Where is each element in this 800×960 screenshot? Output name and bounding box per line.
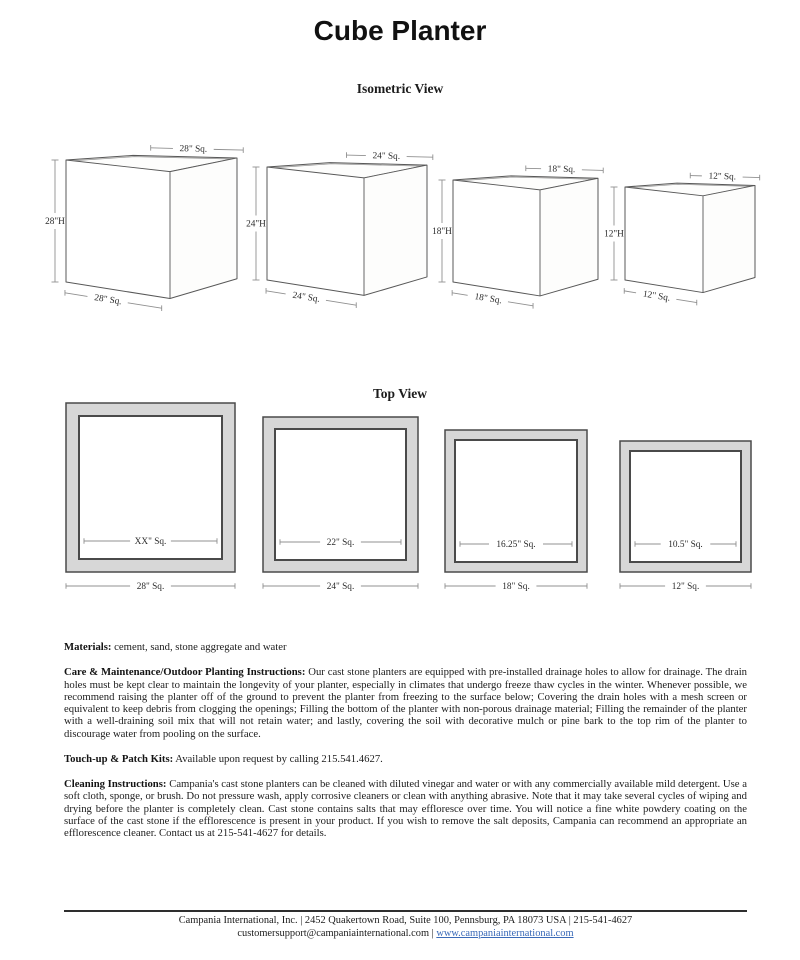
cube-top-dimension-label: 28" Sq.: [179, 144, 208, 155]
cube-bottom-dimension-label: 12" Sq.: [642, 289, 671, 304]
topview-inner-dimension-label: 10.5" Sq.: [668, 540, 703, 551]
cube-right-face: [364, 165, 427, 295]
cleaning-paragraph: [64, 778, 747, 839]
topview-outer-dimension-label: 12" Sq.: [671, 582, 700, 593]
footer-contact-line: [64, 928, 747, 941]
isometric-view-heading: Isometric View: [356, 81, 444, 96]
care-text: Our cast stone planters are equipped with pre-installed drainage holes to allow for drainage. The drain holes must be kept clear to maintain the longevity of your planter, especially in climates that undergo freeze thaw cycles in the winter. Whenever possible, we recommend raising the planter off of the ground to prevent the planter from freezing to the surface below; Covering the drain holes with a mesh screen or equivalent to keep debris from clogging the openings; Filling the bottom of the planter with non-porous drainage material; Filling the remainder of the planter with a well-draining soil mix that will not retain water; and lastly, covering the soil with decorative mulch or pine bark to the top rim of the planter to discourage water from pooling on the surface.: [64, 666, 748, 740]
topview-18-drawing: [445, 430, 587, 592]
cube-right-face: [703, 185, 755, 292]
cube-height-dimension-label: 28"H: [45, 217, 65, 228]
care-paragraph: [64, 666, 747, 740]
cube-top-dimension-label: 24" Sq.: [372, 151, 401, 162]
topview-outer-dimension-label: 18" Sq.: [502, 582, 530, 593]
topview-28-drawing: [66, 403, 235, 592]
footer-separator: |: [429, 927, 437, 939]
topview-inner-dimension-label: XX" Sq.: [134, 537, 167, 548]
isometric-cube-18-drawing: [432, 164, 603, 308]
cube-front-face: [267, 167, 364, 295]
touchup-label: Touch-up & Patch Kits:: [64, 752, 174, 765]
cube-right-face: [540, 178, 598, 296]
materials-label: Materials:: [64, 641, 112, 653]
footer-divider: [64, 910, 747, 912]
topview-24-drawing: [263, 417, 418, 592]
footer-website-link[interactable]: www.campaniainternational.com: [436, 927, 574, 939]
footer-email: customersupport@campaniainternational.com: [237, 927, 430, 939]
cube-height-dimension-label: 24"H: [246, 219, 266, 230]
cube-height-dimension-label: 12"H: [604, 229, 624, 240]
cube-bottom-dimension-label: 28" Sq.: [93, 293, 123, 308]
isometric-cube-28-drawing: [45, 144, 243, 311]
cube-front-face: [66, 160, 170, 299]
cube-front-face: [625, 187, 703, 293]
topview-outer-dimension-label: 24" Sq.: [326, 582, 355, 593]
footer-address-line: Campania International, Inc. | 2452 Quakertown Road, Suite 100, Pennsburg, PA 18073 USA | 215-541-4627: [178, 915, 633, 926]
cube-top-dimension-label: 12" Sq.: [708, 171, 737, 183]
topview-inner-dimension-label: 16.25" Sq.: [496, 540, 536, 551]
instructions-section: [64, 641, 747, 852]
dimension-line: [508, 302, 533, 306]
dimension-line: [452, 293, 468, 295]
care-label: Care & Maintenance/Outdoor Planting Instructions:: [64, 666, 306, 679]
topview-12-drawing: [620, 441, 751, 592]
materials-text: cement, sand, stone aggregate and water: [114, 641, 287, 653]
cube-bottom-dimension-label: 18" Sq.: [473, 292, 503, 307]
materials-paragraph: [64, 641, 747, 653]
touchup-text: Available upon request by calling 215.541.4627.: [175, 752, 383, 765]
dimension-line: [624, 291, 636, 293]
cleaning-text: Campania's cast stone planters can be cleaned with diluted vinegar and water or with any commercially available mild detergent. Use a soft cloth, sponge, or brush. Do not pressure wash, apply corrosive cleaners or clean with anything abrasive. Note that it may take several cycles of wiping and drying before the planter is completely clean. Cast stone contains salts that may effloresce over time. You will notice a fine white powdery coating on the surface of the cast stone if the efflorescence is present in your product. If you wish to remove the salt deposits, Campania can recommend an appropriate an efflorescence cleaner. Contact us at 215-541-4627 for details.: [64, 778, 748, 839]
page-title: Cube Planter: [313, 15, 487, 46]
dimension-line: [326, 300, 356, 305]
top-view-heading: Top View: [373, 386, 427, 401]
topview-outer-dimension-label: 28" Sq.: [136, 582, 165, 593]
cleaning-label: Cleaning Instructions:: [64, 778, 167, 790]
dimension-line: [65, 293, 87, 297]
isometric-cube-24-drawing: [246, 151, 433, 308]
dimension-line: [676, 299, 696, 302]
dimension-line: [582, 170, 603, 171]
cube-front-face: [453, 180, 540, 296]
dimension-line: [151, 148, 173, 149]
dimension-line: [214, 149, 244, 150]
dimension-line: [128, 303, 162, 308]
touchup-paragraph: [64, 753, 747, 765]
topview-inner-dimension-label: 22" Sq.: [326, 538, 355, 549]
dimension-line: [266, 291, 286, 294]
cube-bottom-dimension-label: 24" Sq.: [291, 290, 321, 305]
footer: [64, 910, 747, 940]
cube-height-dimension-label: 18"H: [432, 227, 452, 238]
isometric-cube-12-drawing: [604, 172, 760, 306]
cube-top-dimension-label: 18" Sq.: [547, 164, 576, 176]
dimension-line: [407, 157, 433, 158]
cube-right-face: [170, 158, 237, 299]
